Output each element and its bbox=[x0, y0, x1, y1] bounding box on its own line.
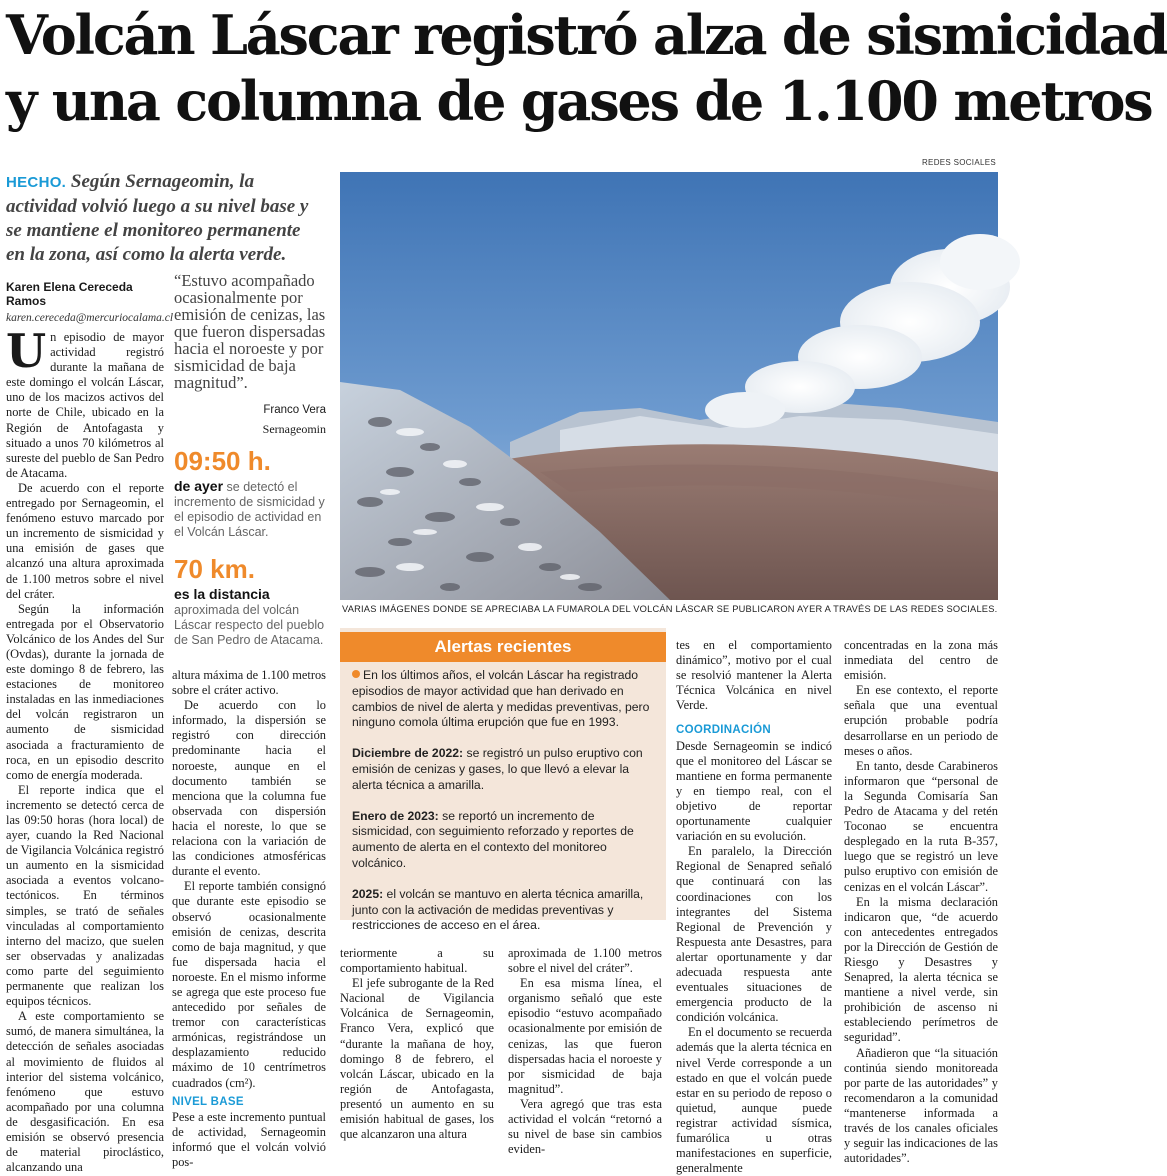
box-item-label: Diciembre de 2022: bbox=[352, 746, 464, 761]
box-item bbox=[352, 809, 658, 872]
body-paragraph bbox=[6, 324, 164, 481]
box-item-label: 2025: bbox=[352, 886, 384, 901]
body-paragraph: El reporte indica que el incremento se detectó cerca de las 09:50 horas (hora local) de ayer, cuando la Red Nacional de Vigilancia Volcánica registró un aumento en la sismicidad asociada a eventos volcano-tectónicos. En términos simples, se trató de señales vinculadas al comportamiento interno del macizo, que suelen ser observadas y analizadas como parte del seguimiento permanente que realizan los equipos técnicos. bbox=[6, 782, 164, 1009]
stat-text bbox=[174, 479, 328, 540]
body-paragraph: De acuerdo con el reporte entregado por Sernageomin, el fenómeno estuvo marcado por un incremento de sismicidad y una emisión de gases que alcanzó una altura aproximada de 1.100 metros sobre el nivel del cráter. bbox=[6, 480, 164, 601]
body-paragraph: altura máxima de 1.100 metros sobre el cráter activo. bbox=[172, 668, 326, 698]
stat-block-2 bbox=[174, 554, 328, 648]
headline bbox=[6, 2, 1167, 134]
box-item-text: se reportó un incremento de sismicidad, con seguimiento reforzado y reportes de aumento de alerta en el contexto del monitoreo volcánico. bbox=[352, 808, 634, 870]
paragraph-text: n episodio de mayor actividad registró durante la mañana de este domingo el volcán Láscar, uno de los macizos activos del norte de Chile, ubicado en la Región de Antofagasta y situado a unos 70 kilómetros al sureste del pueblo de San Pedro de Atacama. bbox=[6, 330, 164, 480]
article-column-6 bbox=[844, 638, 998, 1166]
stat-bold: de ayer bbox=[174, 478, 224, 494]
article-column-2 bbox=[172, 668, 326, 1170]
body-paragraph: En ese contexto, el reporte señala que una eventual erupción probable podría desarrollarse en un periodo de meses o años. bbox=[844, 683, 998, 758]
volcano-image bbox=[340, 172, 998, 600]
box-intro-text: En los últimos años, el volcán Láscar ha registrado episodios de mayor actividad que han derivado en cambios de nivel de alerta y medidas preventivas, pero ninguno comola última erupción que fue en 1993. bbox=[352, 668, 650, 730]
sidebar-box-title: Alertas recientes bbox=[340, 632, 666, 662]
body-paragraph: Añadieron que “la situación continúa siendo monitoreada por parte de las autoridades” y recomendaron a la comunidad “mantenerse informada a través de los canales oficiales y seguir las indicaciones de las autoridades”. bbox=[844, 1045, 998, 1166]
body-paragraph: concentradas en la zona más inmediata del centro de emisión. bbox=[844, 638, 998, 683]
box-item-label: Enero de 2023: bbox=[352, 808, 439, 823]
box-item-text: el volcán se mantuvo en alerta técnica amarilla, junto con la activación de medidas preventivas y restricciones de acceso en el área. bbox=[352, 886, 644, 933]
quote-attribution bbox=[174, 404, 326, 437]
stat-number: 09:50 h. bbox=[174, 446, 271, 476]
volcano-photo bbox=[340, 172, 998, 600]
author-name: Karen Elena Cereceda Ramos bbox=[6, 280, 133, 308]
author-email: karen.cereceda@mercuriocalama.cl bbox=[6, 312, 174, 324]
box-item-text: se registró un pulso eruptivo con emisión de cenizas y gases, lo que llevó a elevar la alerta técnica a amarilla. bbox=[352, 746, 643, 792]
drop-cap: U bbox=[6, 324, 47, 378]
body-paragraph: Vera agregó que tras esta actividad el volcán “retornó a su nivel de base sin cambios eviden- bbox=[508, 1096, 662, 1157]
photo-credit: REDES SOCIALES bbox=[921, 158, 996, 167]
body-paragraph: De acuerdo con lo informado, la dispersión se registró con dirección predominante hacia el noroeste, aunque en el documento también se menciona que la columna fue observada con dispersión hacia el noreste, lo que se relaciona con la variación de las condiciones atmosféricas durante el evento. bbox=[172, 698, 326, 879]
bullet-icon bbox=[352, 670, 360, 678]
box-item bbox=[352, 887, 658, 934]
body-paragraph: El jefe subrogante de la Red Nacional de Vigilancia Volcánica de Sernageomin, Franco Vera, explicó que “durante la mañana de hoy, domingo 8 de febrero, el volcán Láscar, ubicado en la región de Antofagasta, presentó un aumento en su emisión habitual de gases, los que alcanzaron una altura bbox=[340, 976, 494, 1142]
body-paragraph: En la misma declaración indicaron que, “de acuerdo con antecedentes entregados por la Dirección de Gestión de Riesgo y Desastres y Senapred, la alerta técnica se mantiene a nivel verde, sin prohibición de ascenso ni estableciendo perímetros de seguridad”. bbox=[844, 894, 998, 1045]
body-paragraph: Según la información entregada por el Observatorio Volcánico de los Andes del Sur (Ovdas), durante la jornada de este domingo 8 de febrero, las estaciones de monitoreo instaladas en las inmediaciones del volcán registraron un aumento de sismicidad asociada a fracturamiento de roca, en un episodio descrito como de energía moderada. bbox=[6, 601, 164, 782]
stat-description: aproximada del volcán Láscar respecto del pueblo de San Pedro de Atacama. bbox=[174, 603, 325, 647]
body-paragraph: A este comportamiento se sumó, de manera simultánea, la detección de señales asociadas al movimiento de fluidos al interior del sistema volcánico, fenómeno que estuvo acompañado por una columna de desgasificación. En esa emisión se observó presencia de material piroclástico, alcanzando una bbox=[6, 1009, 164, 1175]
stat-bold: es la distancia bbox=[174, 586, 270, 602]
sidebar-box-body bbox=[352, 668, 658, 949]
body-paragraph: En el documento se recuerda además que la alerta técnica en nivel Verde corresponde a un estado en que el volcán puede estar en su periodo de reposo o quietud, aunque puede registrar actividad sísmica, fumarólica u otras manifestaciones en superficie, generalmente bbox=[676, 1025, 832, 1176]
box-item bbox=[352, 746, 658, 793]
lead-text: Según Sernageomin, la actividad volvió luego a su nivel base y se mantiene el monitoreo permanente en la zona, así como la alerta verde. bbox=[6, 171, 309, 265]
body-paragraph: teriormente a su comportamiento habitual. bbox=[340, 946, 494, 976]
section-subhead: NIVEL BASE bbox=[172, 1095, 244, 1108]
stat-description: se detectó el incremento de sismicidad y el episodio de actividad en el Volcán Láscar. bbox=[174, 480, 325, 539]
body-paragraph: El reporte también consignó que durante este episodio se observó ocasionalmente emisión de cenizas, descrita como de baja magnitud, y que fue dispersada hacia el noroeste. En el mismo informe se agrega que este proceso fue antecedido por señales de tremor con características armónicas, registrándose un desplazamiento reducido máximo de 10 centrímetros cuadrados (cm²). bbox=[172, 879, 326, 1090]
quote-org: Sernageomin bbox=[262, 422, 326, 436]
body-paragraph: aproximada de 1.100 metros sobre el nivel del cráter”. bbox=[508, 946, 662, 976]
body-paragraph: En esa misma línea, el organismo señaló que este episodio “estuvo acompañado ocasionalmente por emisión de cenizas, las que fueron dispersadas hacia el noroeste y por sismicidad de baja magnitud”. bbox=[508, 976, 662, 1096]
article-column-4 bbox=[508, 946, 662, 1157]
article-column-3 bbox=[340, 946, 494, 1142]
body-paragraph: Desde Sernageomin se indicó que el monitoreo del Láscar se mantiene en forma permanente y en tiempo real, con el objetivo de reportar oportunamente cualquier variación en su evolución. bbox=[676, 738, 832, 844]
photo-caption: VARIAS IMÁGENES DONDE SE APRECIABA LA FUMAROLA DEL VOLCÁN LÁSCAR SE PUBLICARON AYER A TRAVÉS DE LAS REDES SOCIALES. bbox=[342, 604, 998, 614]
body-paragraph: tes en el comportamiento dinámico”, motivo por el cual se resolvió mantener la Alerta Técnica Volcánica en nivel Verde. bbox=[676, 638, 832, 713]
article-column-1 bbox=[6, 324, 164, 1175]
lead-paragraph bbox=[6, 170, 324, 267]
stat-number: 70 km. bbox=[174, 554, 255, 584]
body-paragraph: En paralelo, la Dirección Regional de Senapred señaló que continuará con las coordinaciones con los integrantes del Sistema Regional de Prevención y Respuesta ante Desastres, para alertar oportunamente y dar adecuada respuesta ante eventuales situaciones de emergencia producto de la condición volcánica. bbox=[676, 844, 832, 1025]
stat-block-1 bbox=[174, 446, 328, 540]
body-paragraph: Pese a este incremento puntual de actividad, Sernageomin informó que el volcán volvió pos- bbox=[172, 1109, 326, 1169]
byline bbox=[6, 280, 176, 324]
headline-line-2: y una columna de gases de 1.100 metros bbox=[6, 69, 1152, 133]
lead-tag: HECHO. bbox=[6, 174, 67, 191]
stat-text bbox=[174, 587, 328, 648]
article-column-5 bbox=[676, 638, 832, 1176]
headline-line-1: Volcán Láscar registró alza de sismicidad bbox=[6, 3, 1167, 67]
body-paragraph: En tanto, desde Carabineros informaron que “personal de la Segunda Comisaría San Pedro de Atacama y del retén Toconao se encuentra desplegado en la ruta B-357, luego que se registró un leve pulso eruptivo con emisión de cenizas en el volcán Láscar”. bbox=[844, 758, 998, 894]
pull-quote: “Estuvo acompañado ocasionalmente por emisión de cenizas, las que fueron dispersadas hacia el noroeste y por sismicidad de baja magnitud”. bbox=[174, 271, 326, 392]
section-subhead: COORDINACIÓN bbox=[676, 724, 771, 737]
quote-name: Franco Vera bbox=[263, 404, 326, 416]
box-intro bbox=[352, 668, 658, 731]
